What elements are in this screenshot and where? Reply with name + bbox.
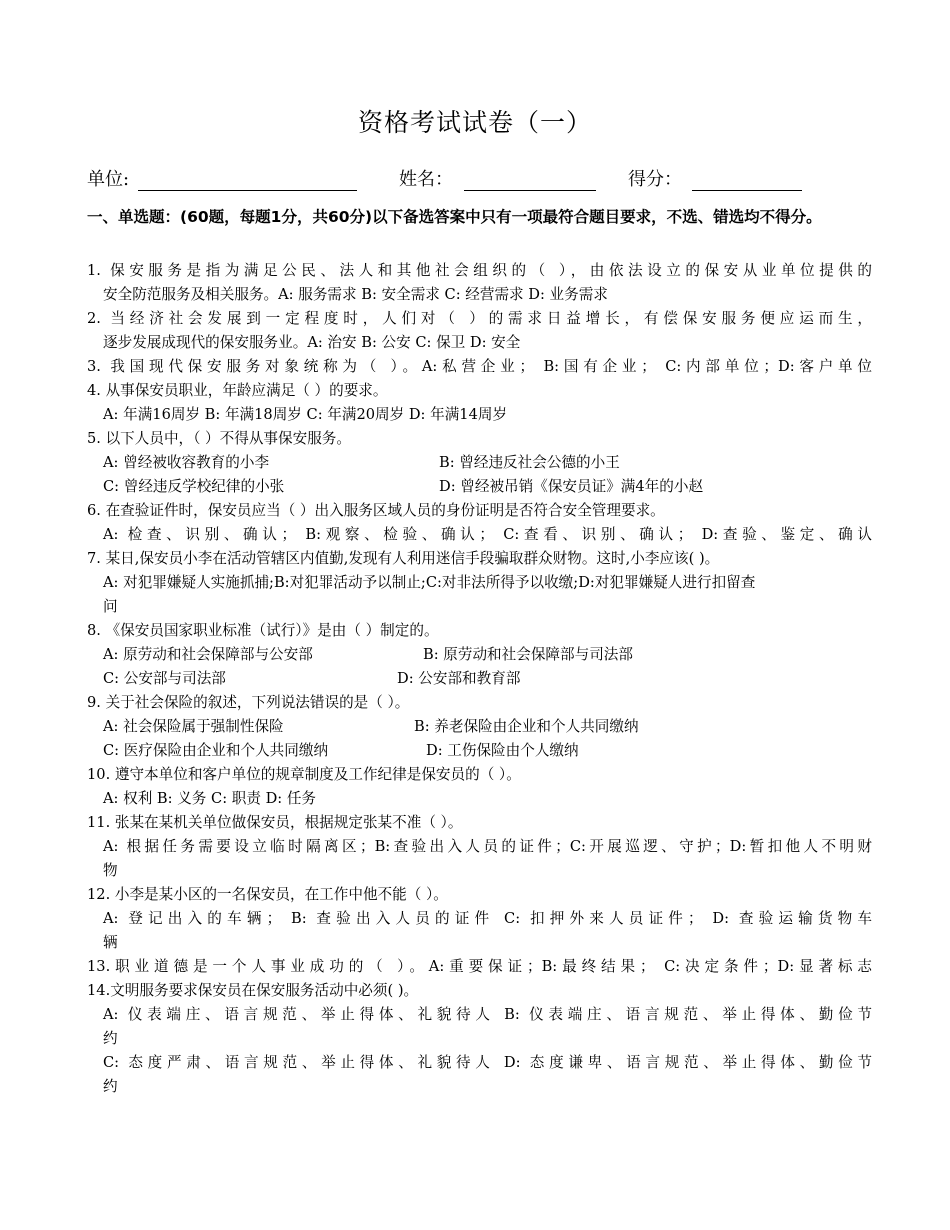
exam-info-row (87, 165, 887, 195)
question-8: 8. 《保安员国家职业标准（试行）》是由（ ）制定的。 (87, 622, 439, 639)
option-b: B: 原劳动和社会保障部与司法部 (423, 646, 634, 663)
question-12-options: A: 登记出入的车辆； B: 查验出入人员的证件 C: 扣押外来人员证件； D: 查验运输货物车 (103, 910, 872, 927)
section-heading: 一、单选题：(60题，每题1分，共60分)以下备选答案中只有一项最符合题目要求，不选、错选均不得分。 (87, 208, 822, 226)
question-4: 4. 从事保安员职业，年龄应满足（ ）的要求。 (87, 382, 388, 399)
question-2: 2. 当经济社会发展到一定程度时，人们对（ ）的需求日益增长，有偿保安服务便应运而生， (87, 310, 872, 327)
question-7-options-cont: 问 (103, 598, 118, 615)
option-b: B: 曾经违反社会公德的小王 (439, 454, 620, 471)
option-d: D: 工伤保险由个人缴纳 (426, 742, 579, 759)
question-list (87, 259, 872, 1099)
question-4-options: A: 年满16周岁 B: 年满18周岁 C: 年满20周岁 D: 年满14周岁 (103, 406, 508, 423)
question-13: 13.职业道德是一个人事业成功的（ ）。A:重要保证；B:最终结果； C:决定条件；D:显著标志 (87, 958, 872, 975)
unit-blank[interactable] (138, 190, 357, 191)
score-blank[interactable] (692, 190, 802, 191)
question-8-options-ab (87, 643, 872, 667)
question-7-options: A: 对犯罪嫌疑人实施抓捕;B:对犯罪活动予以制止;C:对非法所得予以收缴;D:对犯罪嫌疑人进行扣留查 (103, 574, 756, 591)
question-9-options-cd (87, 739, 872, 763)
page-title: 资格考试试卷（一） (357, 108, 592, 137)
option-c: C: 公安部与司法部 (103, 670, 226, 687)
question-12-options-cont: 辆 (103, 934, 118, 951)
question-14-options-cd: C: 态度严肃、语言规范、举止得体、礼貌待人 D: 态度谦卑、语言规范、举止得体、勤俭节 (103, 1054, 872, 1071)
question-8-options-cd (87, 667, 872, 691)
name-label: 姓名： (399, 169, 453, 190)
option-d: D: 公安部和教育部 (397, 670, 521, 687)
question-9: 9. 关于社会保险的叙述，下列说法错误的是（ ）。 (87, 694, 410, 711)
option-c: C: 医疗保险由企业和个人共同缴纳 (103, 742, 329, 759)
question-5: 5. 以下人员中，（ ）不得从事保安服务。 (87, 430, 351, 447)
question-12: 12. 小李是某小区的一名保安员，在工作中他不能（ ）。 (87, 886, 448, 903)
unit-label: 单位: (87, 169, 130, 190)
question-10: 10. 遵守本单位和客户单位的规章制度及工作纪律是保安员的（ ）。 (87, 766, 521, 783)
option-c: C: 曾经违反学校纪律的小张 (103, 478, 285, 495)
name-blank[interactable] (464, 190, 596, 191)
option-a: A: 社会保险属于强制性保险 (103, 718, 284, 735)
question-10-options: A: 权利 B: 义务 C: 职责 D: 任务 (103, 790, 317, 807)
question-7: 7. 某日,保安员小李在活动管辖区内值勤,发现有人利用迷信手段骗取群众财物。这时,小李应该( )。 (87, 550, 720, 567)
question-11-options: A: 根据任务需要设立临时隔离区；B:查验出入人员的证件；C:开展巡逻、守护；D:暂扣他人不明财 (103, 838, 872, 855)
question-14-options-ab: A: 仪表端庄、语言规范、举止得体、礼貌待人 B: 仪表端庄、语言规范、举止得体、勤俭节 (103, 1006, 872, 1023)
question-5-options-ab (87, 451, 872, 475)
question-3: 3. 我国现代保安服务对象统称为（ ）。A:私营企业； B:国有企业； C:内部单位；D:客户单位 (87, 358, 872, 375)
option-d: D: 曾经被吊销《保安员证》满4年的小赵 (439, 478, 704, 495)
question-6: 6. 在查验证件时，保安员应当（ ）出入服务区域人员的身份证明是否符合安全管理要求。 (87, 502, 665, 519)
question-5-options-cd (87, 475, 872, 499)
question-1: 1. 保安服务是指为满足公民、法人和其他社会组织的（ ），由依法设立的保安从业单位提供的 (87, 262, 872, 279)
question-14-options-cd-cont: 约 (103, 1078, 118, 1095)
option-a: A: 原劳动和社会保障部与公安部 (103, 646, 313, 663)
question-11: 11. 张某在某机关单位做保安员，根据规定张某不准（ ）。 (87, 814, 463, 831)
question-2-options: 逐步发展成现代的保安服务业。A: 治安 B: 公安 C: 保卫 D: 安全 (103, 334, 521, 351)
question-1-options: 安全防范服务及相关服务。A: 服务需求 B: 安全需求 C: 经营需求 D: 业务需求 (103, 286, 608, 303)
question-14: 14.文明服务要求保安员在保安服务活动中必须( )。 (87, 982, 419, 999)
option-a: A: 曾经被收容教育的小李 (103, 454, 270, 471)
score-label: 得分： (628, 169, 682, 190)
question-6-options: A: 检查、识别、确认； B:观察、检验、确认； C:查看、识别、确认； D:查验、鉴定、确认 (103, 526, 872, 543)
option-b: B: 养老保险由企业和个人共同缴纳 (414, 718, 639, 735)
question-14-options-ab-cont: 约 (103, 1030, 118, 1047)
question-11-options-cont: 物 (103, 862, 118, 879)
question-9-options-ab (87, 715, 872, 739)
